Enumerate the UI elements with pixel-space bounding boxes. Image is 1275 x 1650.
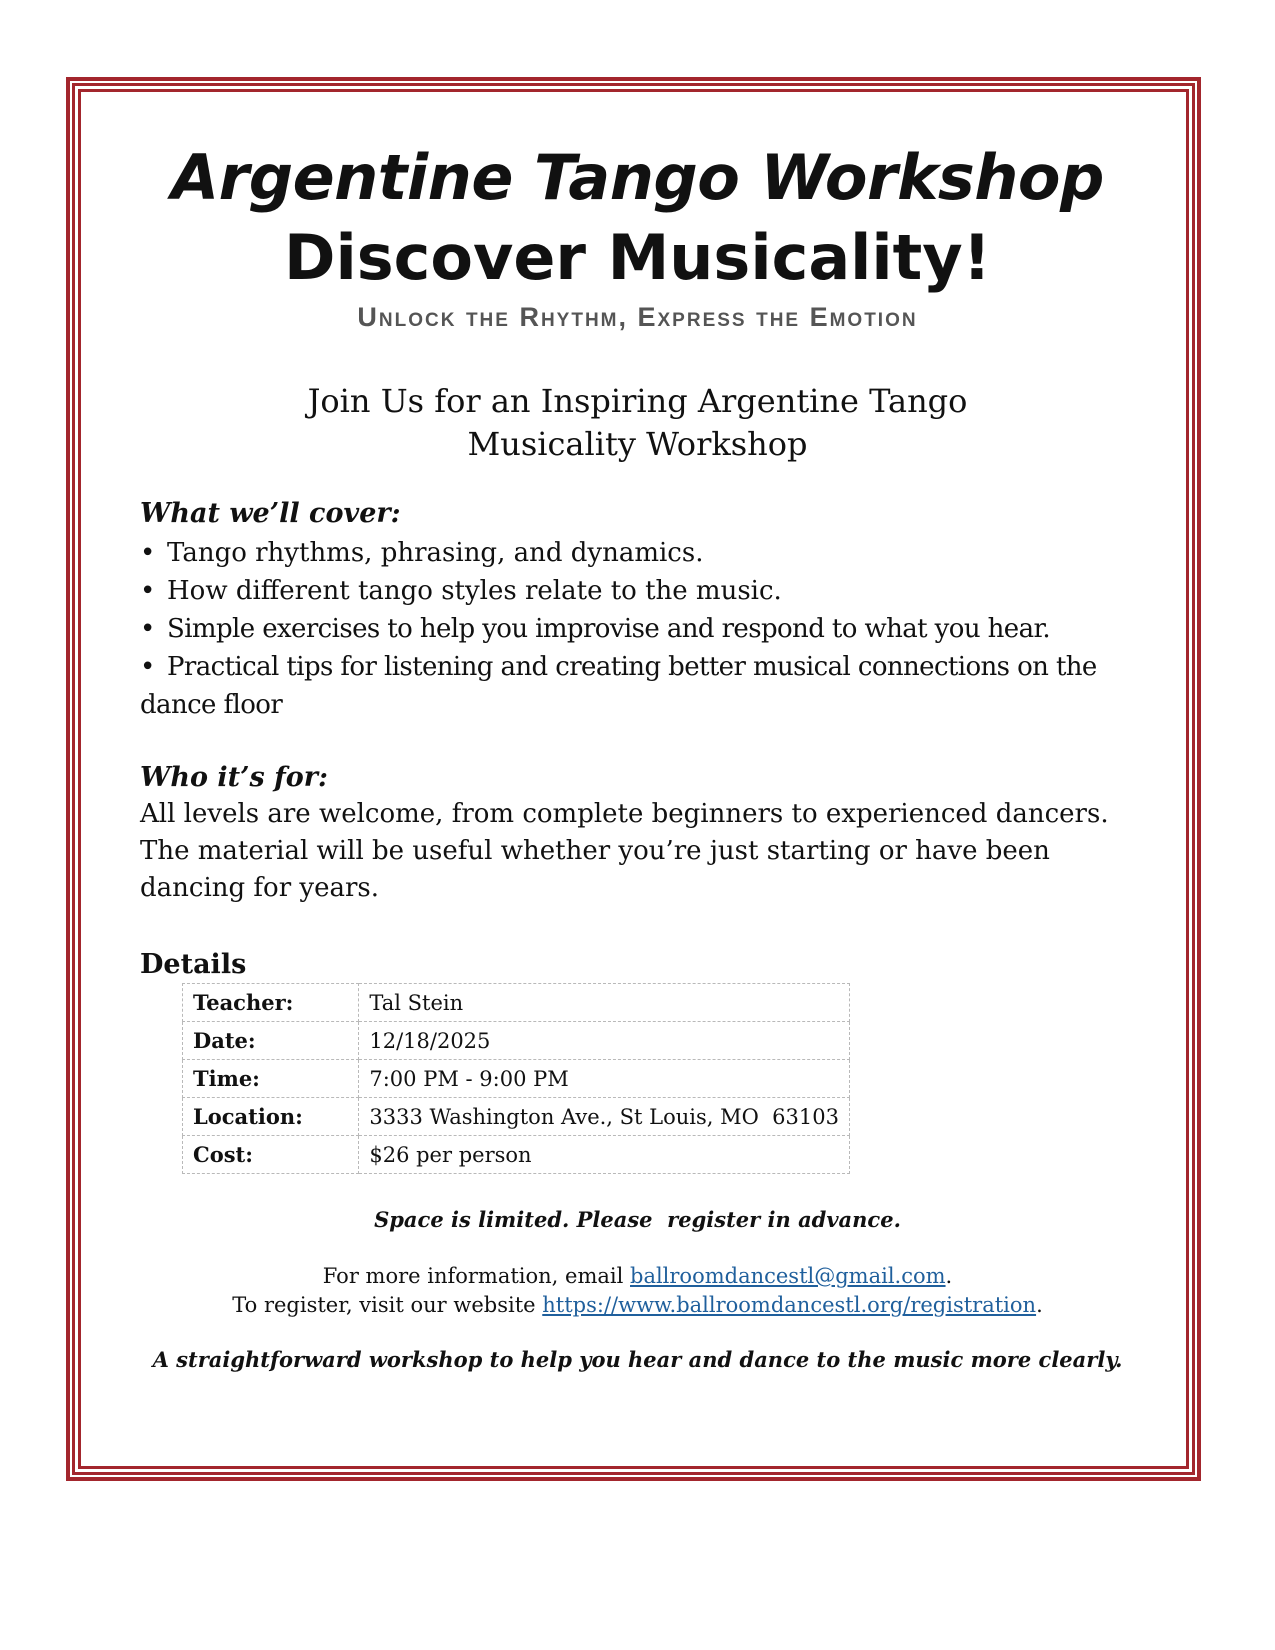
list-item [140, 648, 1135, 724]
email-link[interactable]: ballroomdancestl@gmail.com [630, 1264, 946, 1288]
table-row [183, 1136, 850, 1174]
cover-heading: What we’ll cover: [140, 498, 401, 529]
audience-heading: Who it’s for: [140, 762, 328, 793]
details-table [182, 983, 850, 1174]
flyer-title: Argentine Tango Workshop [171, 141, 1104, 214]
website-line [140, 1291, 1135, 1320]
details-label-cost: Cost: [183, 1136, 359, 1174]
details-label-date: Date: [183, 1022, 359, 1060]
bullet-icon: • [140, 614, 155, 644]
table-row [183, 1060, 850, 1098]
bullet-icon: • [140, 538, 156, 568]
flyer-content [140, 130, 1135, 1374]
details-label-location: Location: [183, 1098, 359, 1136]
flyer-tagline: Unlock the Rhythm, Express the Emotion [357, 302, 918, 332]
email-suffix: . [945, 1264, 953, 1288]
table-row [183, 984, 850, 1022]
list-item [140, 610, 1135, 648]
intro-line-2: Musicality Workshop [467, 425, 808, 463]
cover-list [140, 534, 1135, 724]
intro-line-1: Join Us for an Inspiring Argentine Tango [307, 382, 968, 420]
details-label-teacher: Teacher: [183, 984, 359, 1022]
website-link[interactable]: https://www.ballroomdancestl.org/registration [542, 1293, 1037, 1317]
list-item-text: Practical tips for listening and creating better musical connections on the dance floor [140, 652, 1097, 720]
audience-text: All levels are welcome, from complete beginners to experienced dancers. The material will be useful whether you’re just starting or have been dancing for years. [140, 799, 1109, 903]
list-item-text: How different tango styles relate to the music. [167, 576, 782, 606]
closing-statement: A straightforward workshop to help you hear and dance to the music more clearly. [152, 1347, 1123, 1372]
details-value-date: 12/18/2025 [359, 1022, 850, 1060]
bullet-icon: • [140, 576, 156, 606]
details-label-time: Time: [183, 1060, 359, 1098]
bullet-icon: • [140, 652, 155, 682]
email-line [140, 1262, 1135, 1291]
details-value-cost: $26 per person [359, 1136, 850, 1174]
registration-notice: Space is limited. Please register in advance. [374, 1207, 901, 1232]
list-item [140, 572, 1135, 610]
details-heading: Details [140, 949, 247, 980]
table-row [183, 1022, 850, 1060]
intro-text [298, 380, 978, 466]
spacer [140, 724, 1135, 760]
details-value-time: 7:00 PM - 9:00 PM [359, 1060, 850, 1098]
details-value-location: 3333 Washington Ave., St Louis, MO 63103 [359, 1098, 850, 1136]
email-prefix: For more information, email [322, 1264, 630, 1288]
table-row [183, 1098, 850, 1136]
flyer-subtitle: Discover Musicality! [283, 221, 991, 294]
list-item [140, 534, 1135, 572]
list-item-text: Simple exercises to help you improvise and respond to what you hear. [167, 614, 1051, 644]
website-prefix: To register, visit our website [232, 1293, 543, 1317]
website-suffix: . [1036, 1293, 1043, 1317]
list-item-text: Tango rhythms, phrasing, and dynamics. [167, 538, 704, 568]
details-value-teacher: Tal Stein [359, 984, 850, 1022]
